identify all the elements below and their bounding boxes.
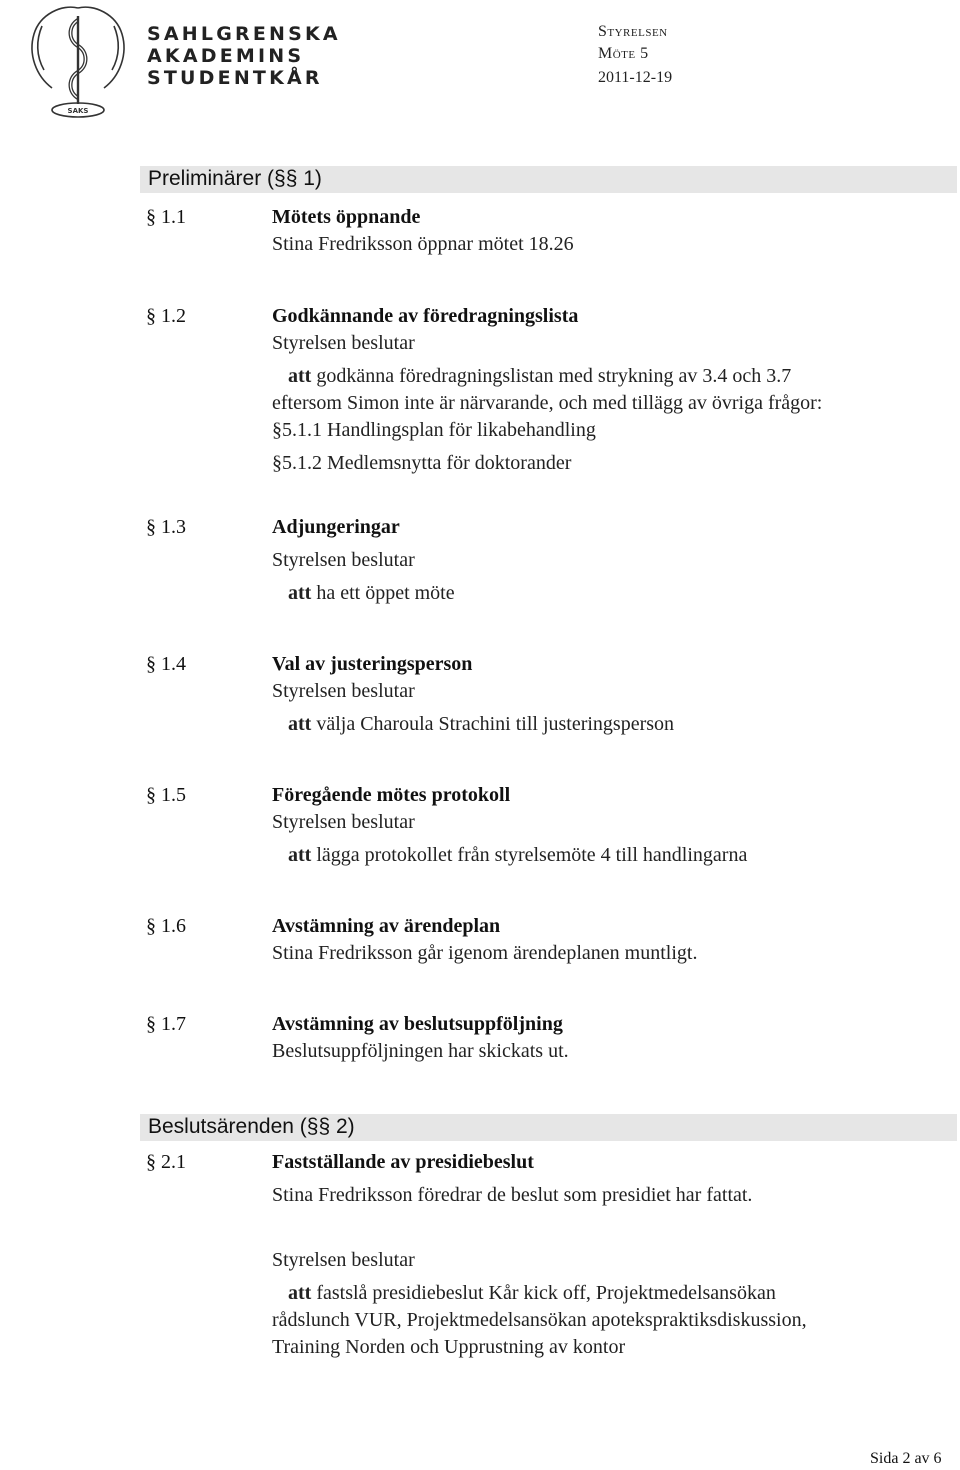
decision-label: att [288, 365, 312, 387]
meta-date: 2011-12-19 [598, 69, 673, 86]
meta-body: Styrelsen [598, 23, 668, 40]
item-title: Avstämning av beslutsuppföljning [272, 1013, 563, 1035]
decision-text [288, 365, 791, 388]
decision-label: att [288, 713, 312, 735]
item-text: Stina Fredriksson öppnar mötet 18.26 [272, 233, 574, 255]
student-union-logo [22, 0, 134, 120]
item-number: § 1.7 [146, 1013, 186, 1035]
decision-line: Training Norden och Upprustning av kontor [272, 1336, 626, 1358]
decision-line: rådslunch VUR, Projektmedelsansökan apotekspraktiksdiskussion, [272, 1309, 807, 1331]
item-number: § 1.4 [146, 653, 186, 675]
item-text: Beslutsuppföljningen har skickats ut. [272, 1040, 569, 1062]
section-header-preliminarer [140, 166, 957, 193]
decision-line: välja Charoula Strachini till justeringsperson [311, 713, 675, 735]
decision-text [288, 1282, 776, 1305]
decision-text [288, 713, 674, 736]
item-text: Styrelsen beslutar [272, 811, 415, 833]
section-title: Beslutsärenden (§§ 2) [148, 1115, 355, 1138]
decision-line: eftersom Simon inte är närvarande, och med tillägg av övriga frågor: [272, 392, 823, 414]
item-text: Styrelsen beslutar [272, 332, 415, 354]
decision-text [288, 582, 455, 605]
org-name-line-2: AKADEMINS [147, 45, 305, 67]
decision-label: att [288, 844, 312, 866]
decision-line: godkänna föredragningslistan med strykning av 3.4 och 3.7 [311, 365, 792, 387]
org-name-line-3: STUDENTKÅR [147, 67, 323, 89]
item-text: Styrelsen beslutar [272, 549, 415, 571]
item-text: Styrelsen beslutar [272, 1249, 415, 1271]
decision-label: att [288, 582, 312, 604]
section-header-beslutsarenden [140, 1114, 957, 1141]
decision-label: att [288, 1282, 312, 1304]
item-number: § 1.6 [146, 915, 186, 937]
section-title: Preliminärer (§§ 1) [148, 167, 322, 190]
item-title: Avstämning av ärendeplan [272, 915, 501, 937]
item-title: Fastställande av presidiebeslut [272, 1151, 534, 1173]
item-text: Stina Fredriksson föredrar de beslut som presidiet har fattat. [272, 1184, 753, 1206]
decision-line: ha ett öppet möte [311, 582, 455, 604]
decision-line: lägga protokollet från styrelsemöte 4 till handlingarna [311, 844, 748, 866]
item-text: Styrelsen beslutar [272, 680, 415, 702]
item-title: Val av justeringsperson [272, 653, 473, 675]
item-number: § 1.2 [146, 305, 186, 327]
item-title: Godkännande av föredragningslista [272, 305, 579, 327]
item-text: Stina Fredriksson går igenom ärendeplanen muntligt. [272, 942, 698, 964]
meta-meeting: Möte 5 [598, 45, 649, 62]
item-number: § 1.1 [146, 206, 186, 228]
item-title: Adjungeringar [272, 516, 400, 538]
page-number: Sida 2 av 6 [870, 1450, 942, 1467]
decision-line: §5.1.2 Medlemsnytta för doktorander [272, 452, 572, 474]
item-number: § 1.5 [146, 784, 186, 806]
item-title: Mötets öppnande [272, 206, 421, 228]
logo-text: SAKS [67, 107, 89, 115]
item-number: § 1.3 [146, 516, 186, 538]
decision-line: §5.1.1 Handlingsplan för likabehandling [272, 419, 596, 441]
item-title: Föregående mötes protokoll [272, 784, 511, 806]
org-name-line-1: SAHLGRENSKA [147, 23, 341, 45]
decision-line: fastslå presidiebeslut Kår kick off, Projektmedelsansökan [311, 1282, 776, 1304]
item-number: § 2.1 [146, 1151, 186, 1173]
decision-text [288, 844, 747, 867]
